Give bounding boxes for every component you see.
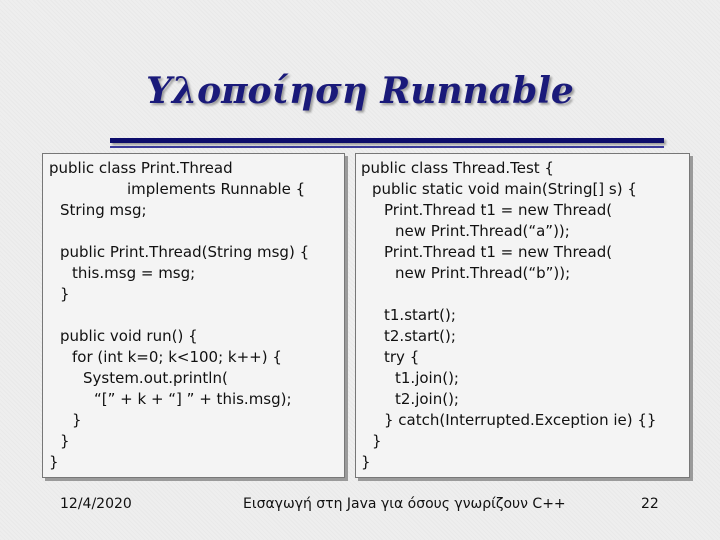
code-line: try {: [384, 348, 420, 366]
code-line: “[” + k + “] ” + this.msg);: [94, 390, 292, 408]
code-line: }: [361, 453, 371, 471]
code-line: Print.Thread t1 = new Thread(: [384, 243, 613, 261]
code-line: public class Print.Thread: [49, 159, 233, 177]
code-line: t2.join();: [395, 390, 459, 408]
code-line: this.msg = msg;: [72, 264, 196, 282]
code-line: public void run() {: [60, 327, 198, 345]
title-underline: [110, 138, 664, 143]
title-underline-accent: [110, 146, 664, 148]
code-line: String msg;: [60, 201, 147, 219]
code-line: public static void main(String[] s) {: [372, 180, 637, 198]
code-line: }: [60, 285, 70, 303]
code-line: for (int k=0; k<100; k++) {: [72, 348, 282, 366]
code-line: }: [372, 432, 382, 450]
code-panel-right: [355, 153, 690, 478]
code-line: }: [60, 432, 70, 450]
code-line: } catch(Interrupted.Exception ie) {}: [384, 411, 657, 429]
footer-date: 12/4/2020: [60, 496, 132, 512]
code-line: new Print.Thread(“a”));: [395, 222, 570, 240]
code-line: }: [49, 453, 59, 471]
code-line: new Print.Thread(“b”));: [395, 264, 571, 282]
code-line: t1.start();: [384, 306, 456, 324]
code-line: System.out.println(: [83, 369, 228, 387]
code-line: Print.Thread t1 = new Thread(: [384, 201, 613, 219]
code-line: t2.start();: [384, 327, 456, 345]
code-line: }: [72, 411, 82, 429]
code-line: public Print.Thread(String msg) {: [60, 243, 310, 261]
footer-course-title: Εισαγωγή στη Java για όσους γνωρίζουν C++: [243, 496, 566, 512]
slide-title: Υλοποίηση Runnable: [146, 70, 574, 112]
code-line: t1.join();: [395, 369, 459, 387]
footer-page-number: 22: [641, 496, 659, 512]
code-line: implements Runnable {: [127, 180, 306, 198]
code-line: public class Thread.Test {: [361, 159, 554, 177]
code-panel-left: [42, 153, 345, 478]
